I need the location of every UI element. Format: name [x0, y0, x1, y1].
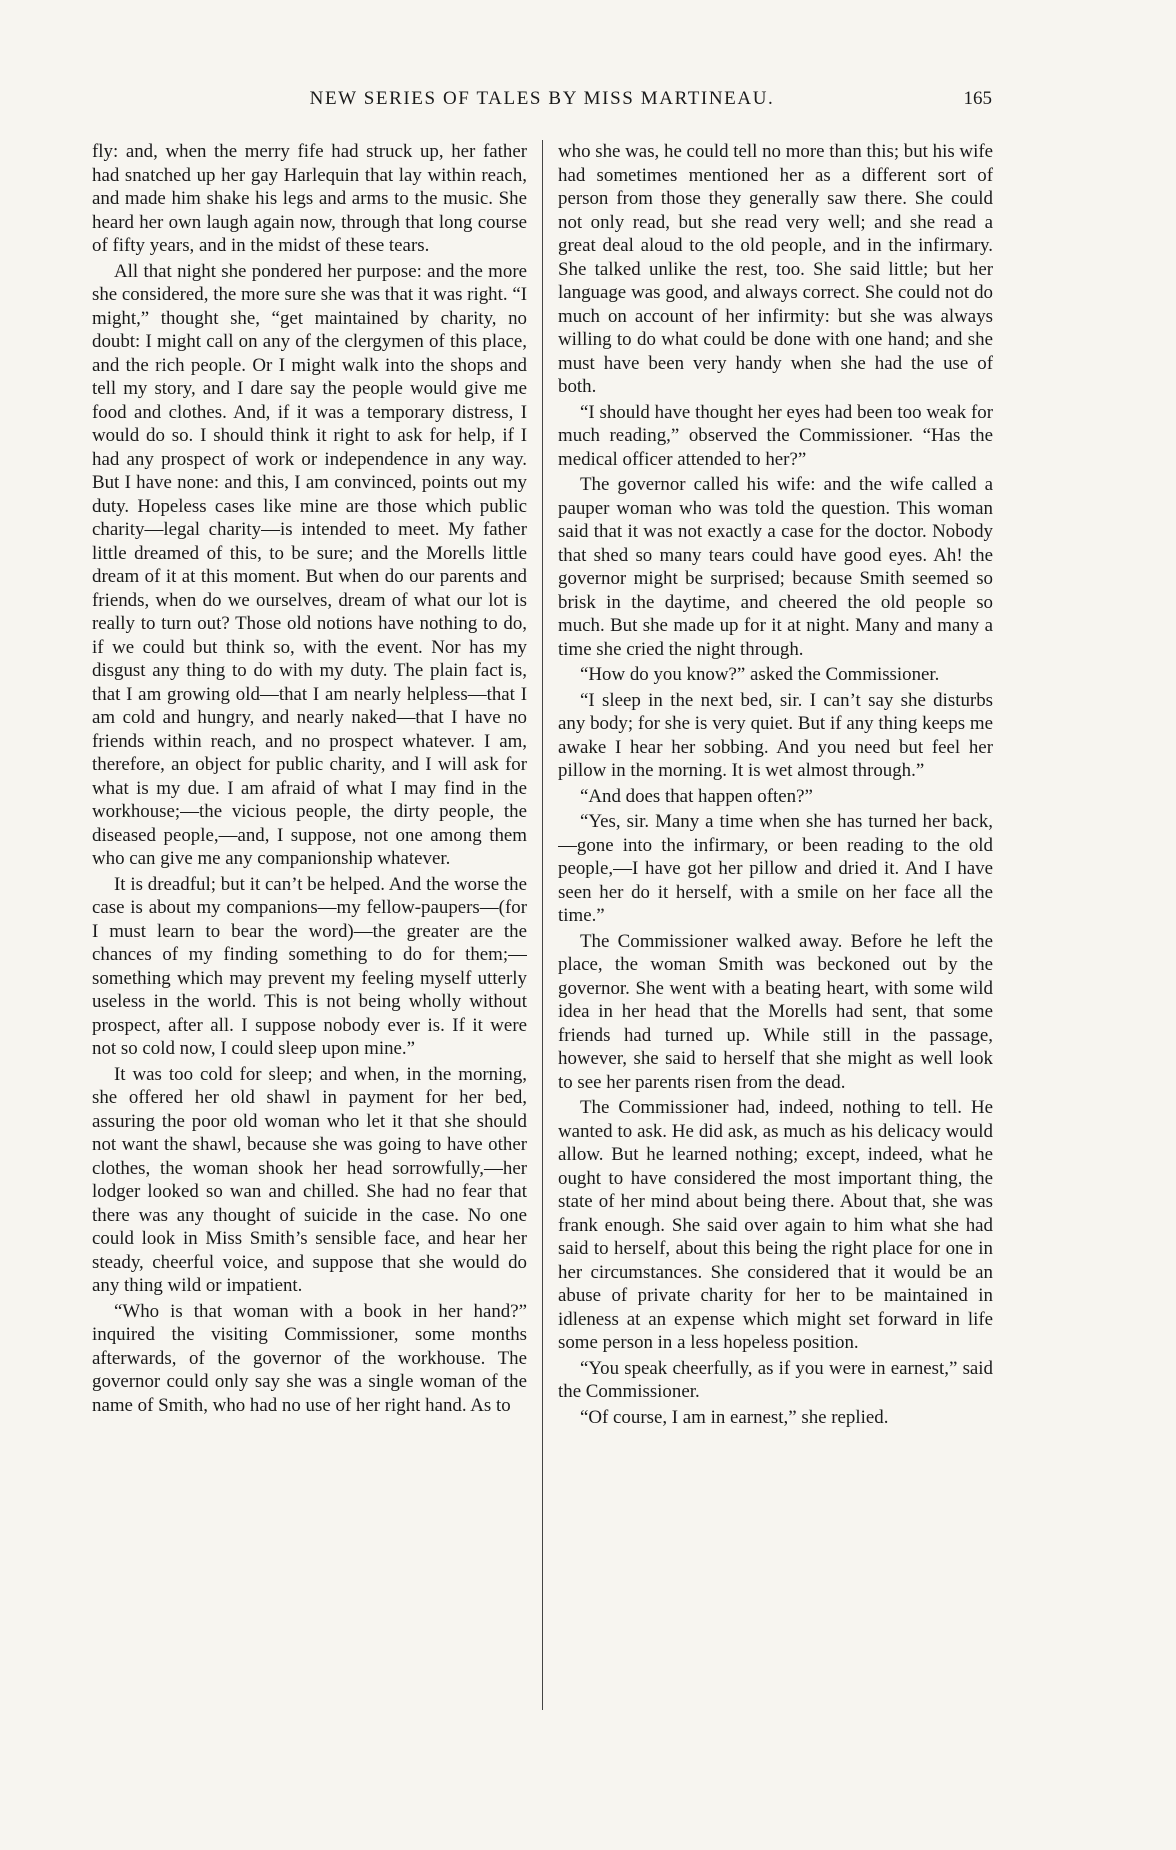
column-divider: [542, 140, 543, 1710]
paragraph: “Of course, I am in earnest,” she replied.: [580, 1406, 889, 1428]
paragraph: It was too cold for sleep; and when, in the morning, she offered her old shawl in payment for her bed, assuring the poor old woman who let it that she should not want the shawl, because she was going to have other clothes, the woman shook her head sorrowfully,—her lodger looked so wan and chilled. She had no fear that there was any thought of suicide in the case. No one could look in Miss Smith’s sensible face, and hear her steady, cheerful voice, and suppose that she would do any thing wild or impatient.: [92, 1063, 527, 1296]
paragraph: The Commissioner walked away. Before he left the place, the woman Smith was beckoned out by the governor. She went with a beating heart, with some wild idea in her head that the Morells had sent, that some friends had turned up. While still in the passage, however, she said to herself that she might as well look to see her parents risen from the dead.: [558, 930, 993, 1093]
right-column: [558, 140, 993, 1750]
left-column: [92, 140, 527, 1750]
running-title: NEW SERIES OF TALES BY MISS MARTINEAU.: [309, 88, 775, 109]
paragraph: who she was, he could tell no more than this; but his wife had sometimes mentioned her as a different sort of person from those they generally saw there. She could not only read, but she read very well; and she read a great deal aloud to the old people, and in the infirmary. She talked unlike the rest, too. She said little; but her language was good, and always correct. She could not do much on account of her infirmity: but she was always willing to do what could be done with one hand; and she must have been very handy when she had the use of both.: [558, 141, 993, 397]
paragraph: “And does that happen often?”: [580, 785, 813, 807]
paragraph: “I sleep in the next bed, sir. I can’t say she disturbs any body; for she is very quiet. But if any thing keeps me awake I hear her sobbing. And you need but feel her pillow in the morning. It is wet almost through.”: [558, 689, 993, 781]
paragraph: “I should have thought her eyes had been too weak for much reading,” observed the Commissioner. “Has the medical officer attended to her?”: [558, 401, 993, 470]
paragraph: The governor called his wife: and the wife called a pauper woman who was told the question. This woman said that it was not exactly a case for the doctor. Nobody that shed so many tears could have good eyes. Ah! the governor might be surprised; because Smith seemed so brisk in the daytime, and cheered the old people so much. But she made up for it at night. Many and many a time she cried the night through.: [558, 474, 993, 660]
paragraph: “How do you know?” asked the Commissioner.: [580, 664, 940, 685]
paragraph: All that night she pondered her purpose: and the more she considered, the more sure she was that it was right. “I might,” thought she, “get maintained by charity, no doubt: I might call on any of the clergymen of this place, and the rich people. Or I might walk into the shops and tell my story, and I dare say the people would give me food and clothes. And, if it was a temporary distress, I would do so. I should think it right to ask for help, if I had any prospect of work or independence in any way. But I have none: and this, I am convinced, points out my duty. Hopeless cases like mine are those which public charity—legal charity—is intended to meet. My father little dreamed of this, to be sure; and the Morells little dream of it at this moment. But when do our parents and friends, when do we ourselves, dream of what our lot is really to turn out? Those old notions have nothing to do, if we could but think so, with the event. Nor has my disgust any thing to do with my duty. The plain fact is, that I am growing old—that I am nearly helpless—that I am cold and hungry, and nearly naked—that I have no friends within reach, and no prospect whatever. I am, therefore, an object for public charity, and I will ask for what is my due. I am afraid of what I may find in the workhouse;—the vicious people, the dirty people, the diseased people,—and, I suppose, not one among them who can give me any companionship whatever.: [92, 260, 527, 869]
text-columns: [92, 140, 992, 1750]
paragraph: fly: and, when the merry fife had struck up, her father had snatched up her gay Harlequin that lay within reach, and made him shake his legs and arms to the music. She heard her own laugh again now, through that long course of fifty years, and in the midst of these tears.: [92, 141, 527, 256]
page-header: [92, 88, 992, 118]
paragraph: The Commissioner had, indeed, nothing to tell. He wanted to ask. He did ask, as much as his delicacy would allow. But he learned nothing; except, indeed, what he ought to have considered the most important thing, the state of her mind about being there. About that, she was frank enough. She said over again to him what she had said to herself, about this being the right place for one in her circumstances. She considered that it would be an abuse of private charity for her to be maintained in idleness at an expense which might set forward in life some person in a less hopeless position.: [558, 1097, 993, 1353]
paragraph: “You speak cheerfully, as if you were in earnest,” said the Commissioner.: [558, 1357, 993, 1402]
page-number: 165: [963, 88, 992, 109]
paragraph: “Yes, sir. Many a time when she has turned her back,—gone into the infirmary, or been reading to the old people,—I have got her pillow and dried it. And I have seen her do it herself, with a smile on her face all the time.”: [558, 811, 993, 926]
paragraph: “Who is that woman with a book in her hand?” inquired the visiting Commissioner, some months afterwards, of the governor of the workhouse. The governor could only say she was a single woman of the name of Smith, who had no use of her right hand. As to: [92, 1300, 527, 1416]
paragraph: It is dreadful; but it can’t be helped. And the worse the case is about my companions—my fellow-paupers—(for I must learn to bear the word)—the greater are the chances of my finding something to do for them;—something which may prevent my feeling myself utterly useless in the world. This is not being wholly without prospect, after all. I suppose nobody ever is. If it were not so cold now, I could sleep upon mine.”: [92, 873, 527, 1059]
